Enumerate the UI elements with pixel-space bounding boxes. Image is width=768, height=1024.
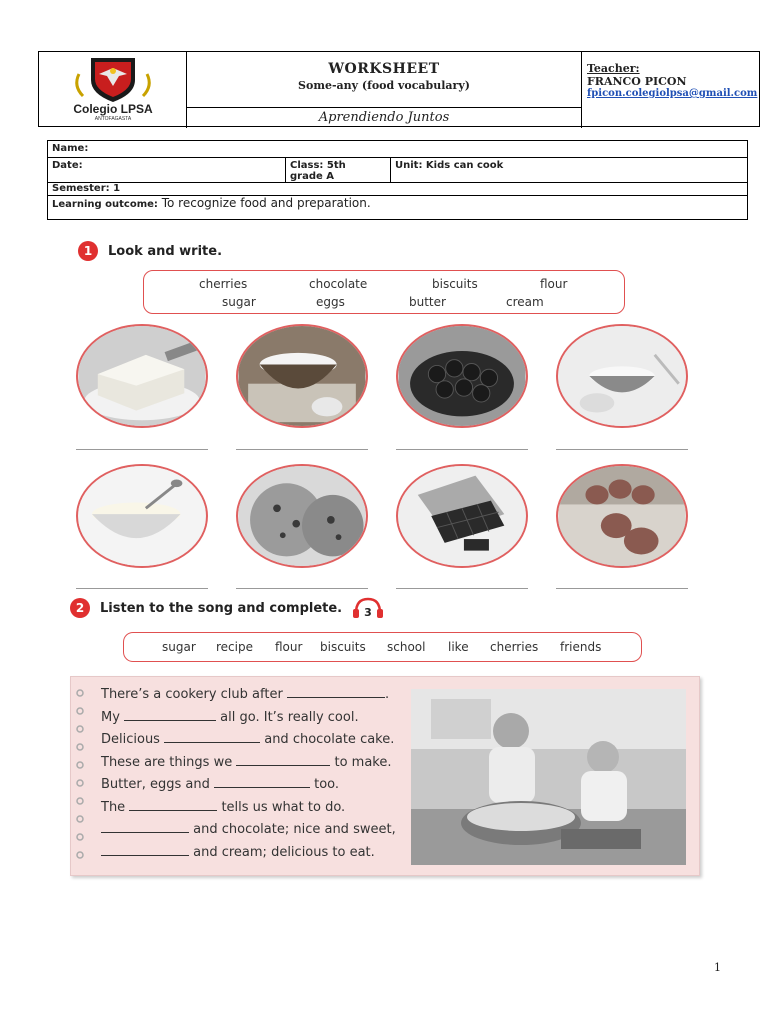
song-line: and cream; delicious to eat.	[101, 845, 396, 868]
cherries-image	[396, 324, 528, 428]
answer-line[interactable]	[76, 449, 208, 450]
blank-field[interactable]	[287, 687, 385, 698]
school-logo	[39, 52, 187, 128]
song-line: These are things we to make.	[101, 754, 392, 770]
butter-image	[76, 324, 208, 428]
learning-outcome-label: Learning outcome:	[52, 199, 158, 210]
word-chip: sugar	[162, 640, 196, 654]
headphones-icon	[352, 597, 384, 619]
song-line: My all go. It’s really cool.	[101, 709, 359, 725]
flour-image	[556, 324, 688, 428]
song-line: Butter, eggs and too.	[101, 777, 340, 792]
song-lyrics-box	[70, 676, 700, 876]
class-label-2: grade A	[290, 171, 334, 182]
answer-line[interactable]	[556, 588, 688, 589]
word-chip: like	[448, 640, 469, 654]
blank-field[interactable]	[129, 800, 217, 811]
sugar-image	[236, 324, 368, 428]
word-bank-2	[123, 632, 642, 662]
eggs-image	[556, 464, 688, 568]
teacher-email-link[interactable]: fpicon.colegiolpsa@gmail.com	[587, 88, 758, 99]
name-label: Name:	[52, 143, 89, 154]
word-chip: sugar	[222, 295, 256, 309]
exercise-2-header	[70, 597, 384, 619]
song-line: The tells us what to do.	[101, 799, 346, 815]
date-label: Date:	[52, 160, 83, 171]
teacher-name: FRANCO PICON	[587, 75, 687, 88]
school-name: Colegio LPSA	[73, 102, 153, 116]
word-chip: recipe	[216, 640, 253, 654]
word-chip: school	[387, 640, 426, 654]
answer-line[interactable]	[76, 588, 208, 589]
teacher-label: Teacher:	[587, 62, 640, 75]
crest-icon	[39, 52, 187, 104]
learning-outcome-value: To recognize food and preparation.	[157, 196, 371, 210]
answer-line[interactable]	[396, 588, 528, 589]
notebook-spiral-icon	[75, 687, 85, 867]
word-chip: cherries	[199, 277, 248, 291]
cream-image	[76, 464, 208, 568]
class-label: Class: 5th	[290, 160, 346, 171]
answer-line[interactable]	[236, 588, 368, 589]
answer-line[interactable]	[236, 449, 368, 450]
unit-label: Unit: Kids can cook	[395, 160, 504, 171]
school-city: ANTOFAGASTA	[94, 116, 132, 122]
word-chip: flour	[540, 277, 568, 291]
song-line: Delicious and chocolate cake.	[101, 732, 395, 747]
kids-cooking-photo	[411, 689, 686, 865]
answer-line[interactable]	[556, 449, 688, 450]
exercise-1-header	[78, 241, 222, 261]
word-chip: chocolate	[309, 277, 368, 291]
blank-field[interactable]	[236, 755, 330, 766]
semester-label: Semester: 1	[52, 183, 121, 194]
blank-field[interactable]	[214, 777, 310, 788]
page-number: 1	[714, 961, 721, 974]
song-line: There’s a cookery club after .	[101, 687, 390, 702]
student-info-table	[47, 140, 748, 220]
word-chip: cream	[506, 295, 544, 309]
word-chip: friends	[560, 640, 602, 654]
word-bank-1	[143, 270, 625, 314]
word-chip: biscuits	[432, 277, 478, 291]
word-chip: flour	[275, 640, 303, 654]
track-number: 3	[364, 606, 372, 619]
biscuits-image	[236, 464, 368, 568]
song-line: and chocolate; nice and sweet,	[101, 822, 396, 845]
exercise-1-number: 1	[78, 241, 98, 261]
word-chip: cherries	[490, 640, 539, 654]
answer-line[interactable]	[396, 449, 528, 450]
chocolate-image	[396, 464, 528, 568]
blank-field[interactable]	[164, 732, 260, 743]
word-chip: eggs	[316, 295, 345, 309]
exercise-2-title: Listen to the song and complete.	[100, 600, 343, 616]
blank-field[interactable]	[124, 710, 216, 721]
worksheet-subtitle: Some-any (food vocabulary)	[298, 79, 470, 92]
blank-field[interactable]	[101, 845, 189, 856]
exercise-1-title: Look and write.	[108, 243, 223, 259]
blank-field[interactable]	[101, 822, 189, 833]
word-chip: butter	[409, 295, 446, 309]
header-table	[38, 51, 760, 127]
worksheet-title: WORKSHEET	[328, 61, 440, 77]
word-chip: biscuits	[320, 640, 366, 654]
exercise-2-number: 2	[70, 598, 90, 618]
school-motto: Aprendiendo Juntos	[318, 110, 450, 125]
